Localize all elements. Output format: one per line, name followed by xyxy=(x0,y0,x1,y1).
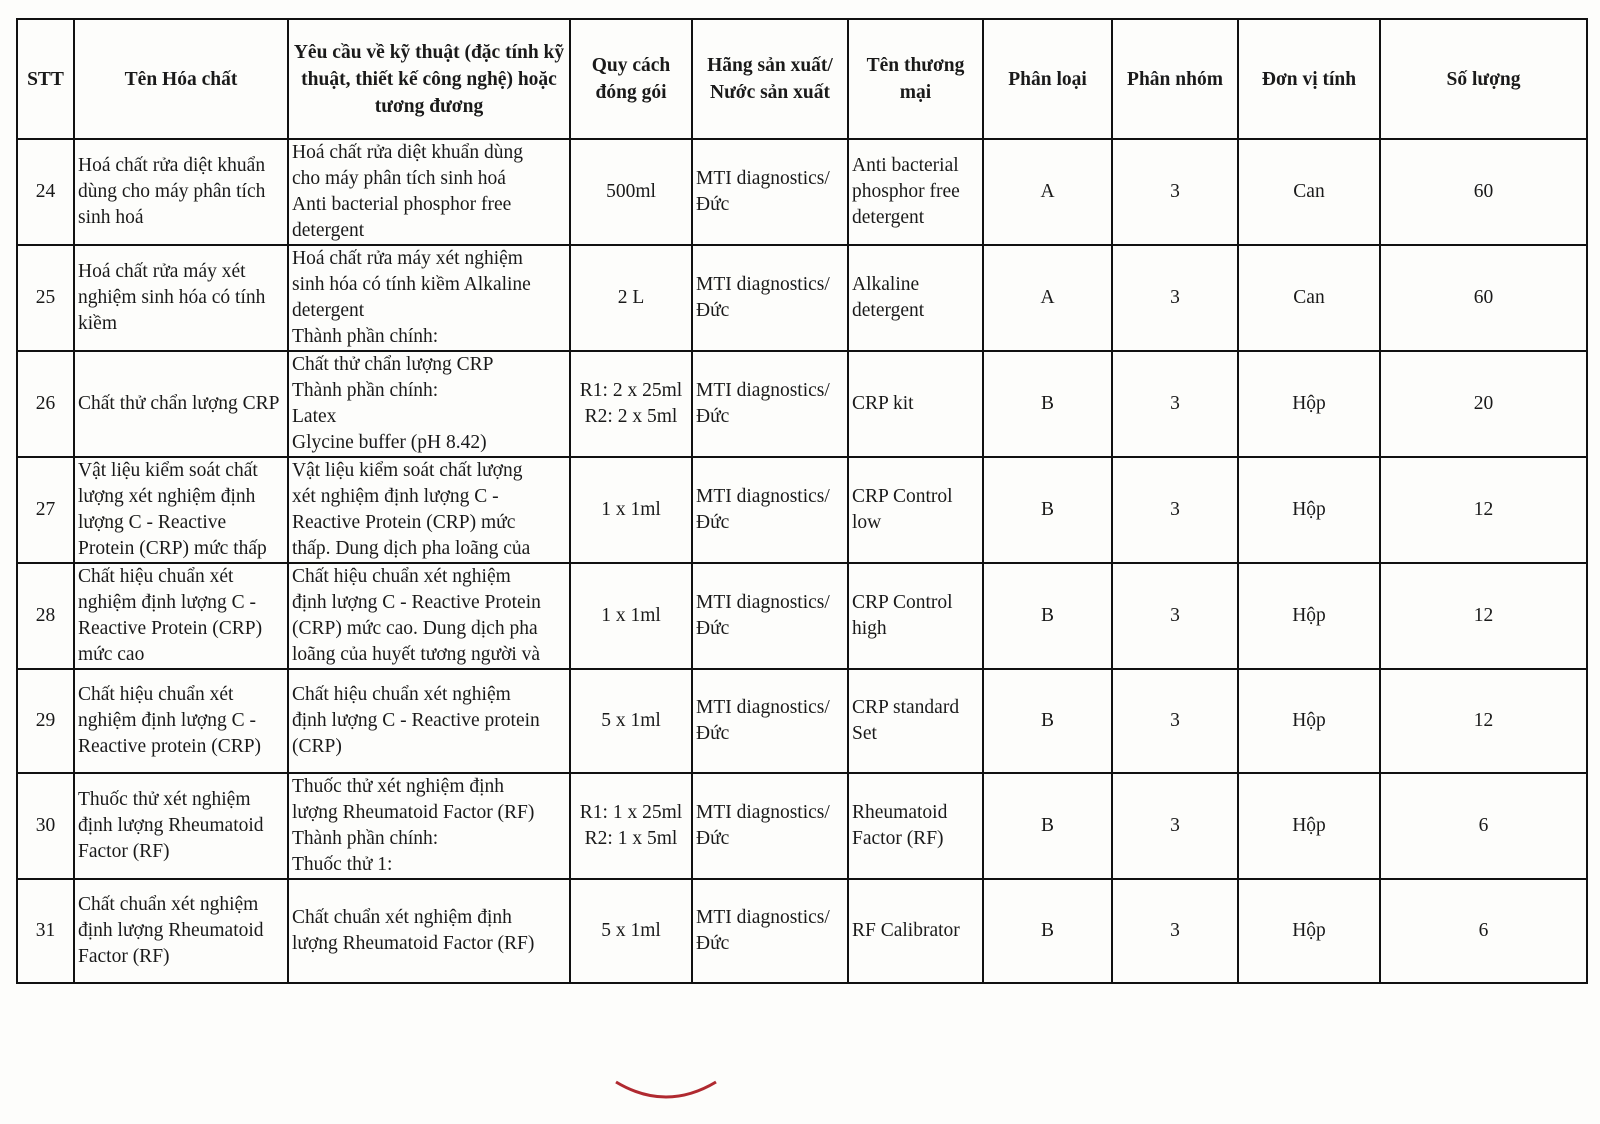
cell-stt: 26 xyxy=(17,351,74,457)
cell-stt: 27 xyxy=(17,457,74,563)
cell-quantity: 12 xyxy=(1380,669,1587,773)
cell-trade: Anti bacterial phosphor free detergent xyxy=(848,139,983,245)
cell-spec: Chất chuẩn xét nghiệm định lượng Rheumatoid Factor (RF) xyxy=(288,879,570,983)
cell-quantity: 6 xyxy=(1380,773,1587,879)
cell-packing: 5 x 1ml xyxy=(570,879,692,983)
header-stt: STT xyxy=(17,19,74,139)
cell-category: B xyxy=(983,879,1112,983)
cell-name: Hoá chất rửa máy xét nghiệm sinh hóa có tính kiềm xyxy=(74,245,288,351)
cell-maker: MTI diagnostics/ Đức xyxy=(692,879,848,983)
cell-spec: Chất hiệu chuẩn xét nghiệm định lượng C - Reactive protein (CRP) xyxy=(288,669,570,773)
cell-packing: 500ml xyxy=(570,139,692,245)
cell-stt: 30 xyxy=(17,773,74,879)
cell-quantity: 12 xyxy=(1380,563,1587,669)
cell-trade: Alkaline detergent xyxy=(848,245,983,351)
cell-packing: 1 x 1ml xyxy=(570,563,692,669)
cell-quantity: 6 xyxy=(1380,879,1587,983)
header-group: Phân nhóm xyxy=(1112,19,1238,139)
cell-packing: 1 x 1ml xyxy=(570,457,692,563)
table-row xyxy=(17,457,1587,563)
cell-quantity: 20 xyxy=(1380,351,1587,457)
cell-maker: MTI diagnostics/ Đức xyxy=(692,351,848,457)
cell-unit: Can xyxy=(1238,139,1380,245)
cell-spec: Thuốc thử xét nghiệm định lượng Rheumatoid Factor (RF) Thành phần chính: Thuốc thử 1: xyxy=(288,773,570,879)
cell-spec: Chất hiệu chuẩn xét nghiệm định lượng C - Reactive Protein (CRP) mức cao. Dung dịch pha loãng của huyết tương người và xyxy=(288,563,570,669)
cell-packing: R1: 2 x 25ml R2: 2 x 5ml xyxy=(570,351,692,457)
cell-group: 3 xyxy=(1112,879,1238,983)
table-row xyxy=(17,879,1587,983)
cell-maker: MTI diagnostics/ Đức xyxy=(692,457,848,563)
cell-group: 3 xyxy=(1112,563,1238,669)
table-row xyxy=(17,773,1587,879)
cell-maker: MTI diagnostics/ Đức xyxy=(692,669,848,773)
cell-trade: CRP Control high xyxy=(848,563,983,669)
cell-trade: RF Calibrator xyxy=(848,879,983,983)
cell-packing: R1: 1 x 25ml R2: 1 x 5ml xyxy=(570,773,692,879)
header-category: Phân loại xyxy=(983,19,1112,139)
cell-spec: Chất thử chẩn lượng CRP Thành phần chính: Latex Glycine buffer (pH 8.42) xyxy=(288,351,570,457)
cell-name: Chất thử chẩn lượng CRP xyxy=(74,351,288,457)
cell-unit: Hộp xyxy=(1238,563,1380,669)
cell-group: 3 xyxy=(1112,457,1238,563)
cell-category: A xyxy=(983,139,1112,245)
table-row xyxy=(17,351,1587,457)
table-row xyxy=(17,669,1587,773)
cell-unit: Hộp xyxy=(1238,351,1380,457)
cell-maker: MTI diagnostics/ Đức xyxy=(692,245,848,351)
cell-spec: Hoá chất rửa máy xét nghiệm sinh hóa có tính kiềm Alkaline detergent Thành phần chính: xyxy=(288,245,570,351)
cell-trade: CRP Control low xyxy=(848,457,983,563)
cell-unit: Hộp xyxy=(1238,457,1380,563)
cell-name: Chất hiệu chuẩn xét nghiệm định lượng C - Reactive Protein (CRP) mức cao xyxy=(74,563,288,669)
cell-unit: Hộp xyxy=(1238,879,1380,983)
cell-group: 3 xyxy=(1112,139,1238,245)
cell-category: B xyxy=(983,457,1112,563)
cell-category: A xyxy=(983,245,1112,351)
cell-unit: Can xyxy=(1238,245,1380,351)
cell-category: B xyxy=(983,563,1112,669)
cell-packing: 2 L xyxy=(570,245,692,351)
cell-unit: Hộp xyxy=(1238,773,1380,879)
cell-quantity: 60 xyxy=(1380,245,1587,351)
cell-category: B xyxy=(983,351,1112,457)
table-row xyxy=(17,245,1587,351)
cell-group: 3 xyxy=(1112,245,1238,351)
cell-stt: 24 xyxy=(17,139,74,245)
cell-name: Hoá chất rửa diệt khuẩn dùng cho máy phân tích sinh hoá xyxy=(74,139,288,245)
table-header-row xyxy=(17,19,1587,139)
cell-maker: MTI diagnostics/ Đức xyxy=(692,563,848,669)
cell-name: Chất hiệu chuẩn xét nghiệm định lượng C - Reactive protein (CRP) xyxy=(74,669,288,773)
stamp-mark xyxy=(612,1072,720,1112)
cell-quantity: 60 xyxy=(1380,139,1587,245)
cell-stt: 29 xyxy=(17,669,74,773)
header-quantity: Số lượng xyxy=(1380,19,1587,139)
cell-spec: Vật liệu kiểm soát chất lượng xét nghiệm định lượng C - Reactive Protein (CRP) mức thấp. Dung dịch pha loãng của xyxy=(288,457,570,563)
cell-quantity: 12 xyxy=(1380,457,1587,563)
header-trade: Tên thương mại xyxy=(848,19,983,139)
cell-spec: Hoá chất rửa diệt khuẩn dùng cho máy phân tích sinh hoá Anti bacterial phosphor free detergent xyxy=(288,139,570,245)
cell-stt: 28 xyxy=(17,563,74,669)
header-unit: Đơn vị tính xyxy=(1238,19,1380,139)
cell-name: Vật liệu kiểm soát chất lượng xét nghiệm định lượng C - Reactive Protein (CRP) mức thấp xyxy=(74,457,288,563)
cell-trade: Rheumatoid Factor (RF) xyxy=(848,773,983,879)
cell-group: 3 xyxy=(1112,351,1238,457)
header-name: Tên Hóa chất xyxy=(74,19,288,139)
cell-category: B xyxy=(983,669,1112,773)
cell-trade: CRP standard Set xyxy=(848,669,983,773)
cell-group: 3 xyxy=(1112,669,1238,773)
cell-maker: MTI diagnostics/ Đức xyxy=(692,773,848,879)
cell-packing: 5 x 1ml xyxy=(570,669,692,773)
table-row xyxy=(17,563,1587,669)
chemical-table xyxy=(16,18,1588,984)
header-maker: Hãng sản xuất/ Nước sản xuất xyxy=(692,19,848,139)
cell-unit: Hộp xyxy=(1238,669,1380,773)
cell-stt: 31 xyxy=(17,879,74,983)
cell-stt: 25 xyxy=(17,245,74,351)
cell-maker: MTI diagnostics/ Đức xyxy=(692,139,848,245)
cell-trade: CRP kit xyxy=(848,351,983,457)
table-row xyxy=(17,139,1587,245)
header-spec: Yêu cầu về kỹ thuật (đặc tính kỹ thuật, thiết kế công nghệ) hoặc tương đương xyxy=(288,19,570,139)
cell-name: Chất chuẩn xét nghiệm định lượng Rheumatoid Factor (RF) xyxy=(74,879,288,983)
cell-group: 3 xyxy=(1112,773,1238,879)
header-packing: Quy cách đóng gói xyxy=(570,19,692,139)
cell-name: Thuốc thử xét nghiệm định lượng Rheumatoid Factor (RF) xyxy=(74,773,288,879)
cell-category: B xyxy=(983,773,1112,879)
